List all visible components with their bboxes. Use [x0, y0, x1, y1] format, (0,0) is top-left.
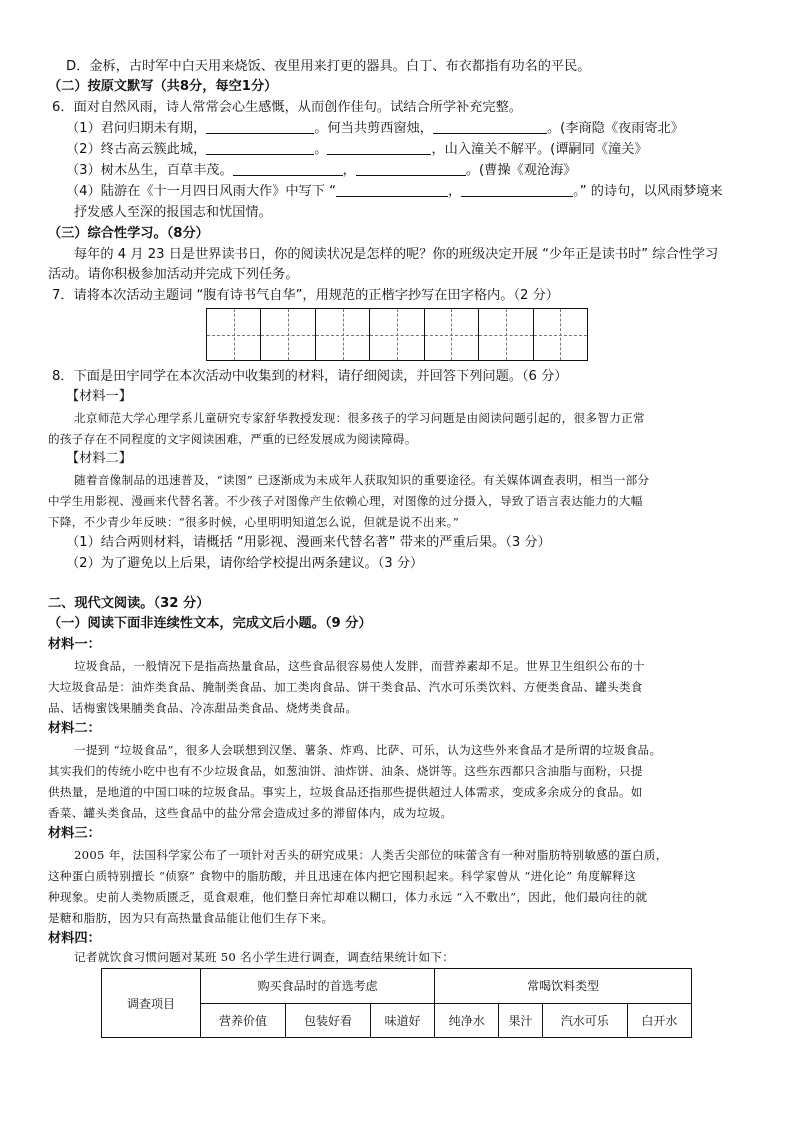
material-1-body-cont: 大垃圾食品是：油炸类食品、腌制类食品、加工类肉食品、饼干类食品、汽水可乐类饮料、方便类食品、罐头类食	[48, 680, 643, 694]
material-4-heading: 材料四：	[48, 931, 101, 946]
material-3-body-cont: 是糖和脂肪，因为只有高热量食品能让他们生存下来。	[48, 911, 334, 925]
material-2-text-cont: 下降，不少青少年反映：“很多时候，心里明明知道怎么说，但就是说不出来。”	[48, 515, 460, 529]
material-2-body-cont: 香菜、罐头类食品，这些食品中的盐分常会造成过多的滞留体内，成为垃圾。	[48, 806, 453, 820]
grid-cell[interactable]	[479, 309, 533, 360]
answer-blank[interactable]	[327, 140, 431, 155]
answer-blank[interactable]	[233, 161, 343, 176]
material-2-text: 随着音像制品的迅速普及，“读图” 已逐渐成为未成年人获取知识的重要途径。有关媒体调查表明，相当一部分	[74, 473, 650, 487]
material-2-body-cont: 供热量，是地道的中国口味的垃圾食品。事实上，垃圾食品还指那些提供超过人体需求，变成多余成分的食品。如	[48, 785, 643, 799]
q6-item-4-cont: 抒发感人至深的报国志和忧国情。	[74, 205, 272, 220]
q6-item-1: （1）君问归期未有期， 。何当共剪西窗烛， 。(李商隐《夜雨寄北》	[66, 121, 684, 136]
q6-item-2: （2）终古高云簇此城， 。 ，山入潼关不解平。(谭嗣同《潼关》	[66, 142, 648, 157]
grid-cell[interactable]	[534, 309, 587, 360]
material-2-heading: 材料二：	[48, 721, 101, 736]
material-2-text-cont: 中学生用影视、漫画来代替名著。不少孩子对图像产生依赖心理，对图像的过分摄入，导致了语言表达能力的大幅	[48, 494, 643, 508]
material-3-body-cont: 种现象。史前人类物质匮乏，觅食艰难，他们整日奔忙却难以糊口，体力永远 “入不敷出”，因此，他们最向往的就	[48, 890, 648, 904]
grid-cell[interactable]	[425, 309, 479, 360]
material-1-label: 【材料一】	[66, 389, 132, 404]
material-2-body-cont: 其实我们的传统小吃中也有不少垃圾食品，如葱油饼、油炸饼、油条、烧饼等。这些东西都只含油脂与面粉，只提	[48, 764, 643, 778]
material-2-label: 【材料二】	[66, 451, 132, 466]
answer-blank[interactable]	[461, 182, 573, 197]
question-8-1: （1）结合两则材料，请概括 “用影视、漫画来代替名著” 带来的严重后果。（3 分）	[66, 535, 551, 550]
question-8-2: （2）为了避免以上后果，请你给学校提出两条建议。（3 分）	[66, 556, 424, 571]
table-cell: 纯净水	[435, 1003, 499, 1038]
material-1-heading: 材料一：	[48, 637, 101, 652]
material-1-text: 北京师范大学心理学系儿童研究专家舒华教授发现：很多孩子的学习问题是由阅读问题引起的，很多智力正常	[74, 411, 645, 425]
grid-cell[interactable]	[370, 309, 424, 360]
intro-paragraph-cont: 活动。请你积极参加活动并完成下列任务。	[48, 267, 299, 282]
material-1-body: 垃圾食品，一般情况下是指高热量食品，这些食品很容易使人发胖，而营养素却不足。世界卫生组织公布的十	[74, 659, 645, 673]
answer-blank[interactable]	[206, 119, 314, 134]
material-3-heading: 材料三：	[48, 826, 101, 841]
table-cell: 白开水	[627, 1003, 691, 1038]
table-group-header: 购买食品时的首选考虑	[201, 969, 435, 1004]
material-1-body-cont: 品、话梅蜜饯果脯类食品、冷冻甜品类食品、烧烤类食品。	[48, 701, 358, 715]
option-d: D．金柝，古时军中白天用来烧饭、夜里用来打更的器具。白丁、布衣都指有功名的平民。	[66, 59, 591, 74]
table-group-header: 常喝饮料类型	[435, 969, 692, 1004]
question-8: 8．下面是田宇同学在本次活动中收集到的材料，请仔细阅读，并回答下列问题。（6 分）	[52, 369, 568, 384]
table-row	[102, 969, 692, 1004]
section-heading-dictation: （二）按原文默写（共8分，每空1分）	[48, 79, 278, 94]
material-3-body-cont: 这种蛋白质特别擅长 “侦察” 食物中的脂肪酸，并且迅速在体内把它囤积起来。科学家曾从 “进化论” 角度解释这	[48, 869, 636, 883]
table-cell: 味道好	[371, 1003, 435, 1038]
answer-blank[interactable]	[336, 182, 448, 197]
subsection-heading: （一）阅读下面非连续性文本，完成文后小题。（9 分）	[48, 616, 372, 631]
survey-table	[101, 968, 692, 1038]
section-heading-comprehensive: （三）综合性学习。（8分）	[48, 226, 209, 241]
intro-paragraph: 每年的 4 月 23 日是世界读书日，你的阅读状况是怎样的呢？你的班级决定开展 “少年正是读书时” 综合性学习	[74, 247, 719, 262]
grid-cell[interactable]	[316, 309, 370, 360]
table-row-header: 调查项目	[102, 969, 201, 1038]
question-7: 7．请将本次活动主题词 “腹有诗书气自华”，用规范的正楷字抄写在田字格内。（2 分）	[52, 288, 559, 303]
material-3-body: 2005 年，法国科学家公布了一项针对舌头的研究成果：人类舌尖部位的味蕾含有一种对脂肪特别敏感的蛋白质，	[74, 848, 668, 862]
q6-item-3: （3）树木丛生，百草丰茂。 ， 。(曹操《观沧海》	[66, 163, 577, 178]
answer-blank[interactable]	[433, 119, 547, 134]
table-cell: 包装好看	[286, 1003, 371, 1038]
table-cell: 营养价值	[201, 1003, 286, 1038]
q6-item-4: （4）陆游在《十一月四日风雨大作》中写下 “ ， 。” 的诗句，以风雨梦境来	[66, 184, 723, 199]
material-1-text-cont: 的孩子存在不同程度的文字阅读困难，严重的已经发展成为阅读障碍。	[48, 432, 417, 446]
question-6-stem: 6．面对自然风雨，诗人常常会心生感慨，从而创作佳句。试结合所学补充完整。	[52, 100, 522, 115]
material-4-body: 记者就饮食习惯问题对某班 50 名小学生进行调查，调查结果统计如下：	[74, 950, 455, 964]
section-heading-modern-reading: 二、现代文阅读。（32 分）	[48, 596, 210, 611]
material-2-body: 一提到 “垃圾食品”，很多人会联想到汉堡、薯条、炸鸡、比萨、可乐，认为这些外来食品才是所谓的垃圾食品。	[74, 743, 662, 757]
answer-blank[interactable]	[206, 140, 314, 155]
table-cell: 果汁	[499, 1003, 542, 1038]
tianzi-grid[interactable]	[206, 308, 588, 361]
table-cell: 汽水可乐	[542, 1003, 627, 1038]
grid-cell[interactable]	[261, 309, 315, 360]
grid-cell[interactable]	[207, 309, 261, 360]
answer-blank[interactable]	[356, 161, 466, 176]
